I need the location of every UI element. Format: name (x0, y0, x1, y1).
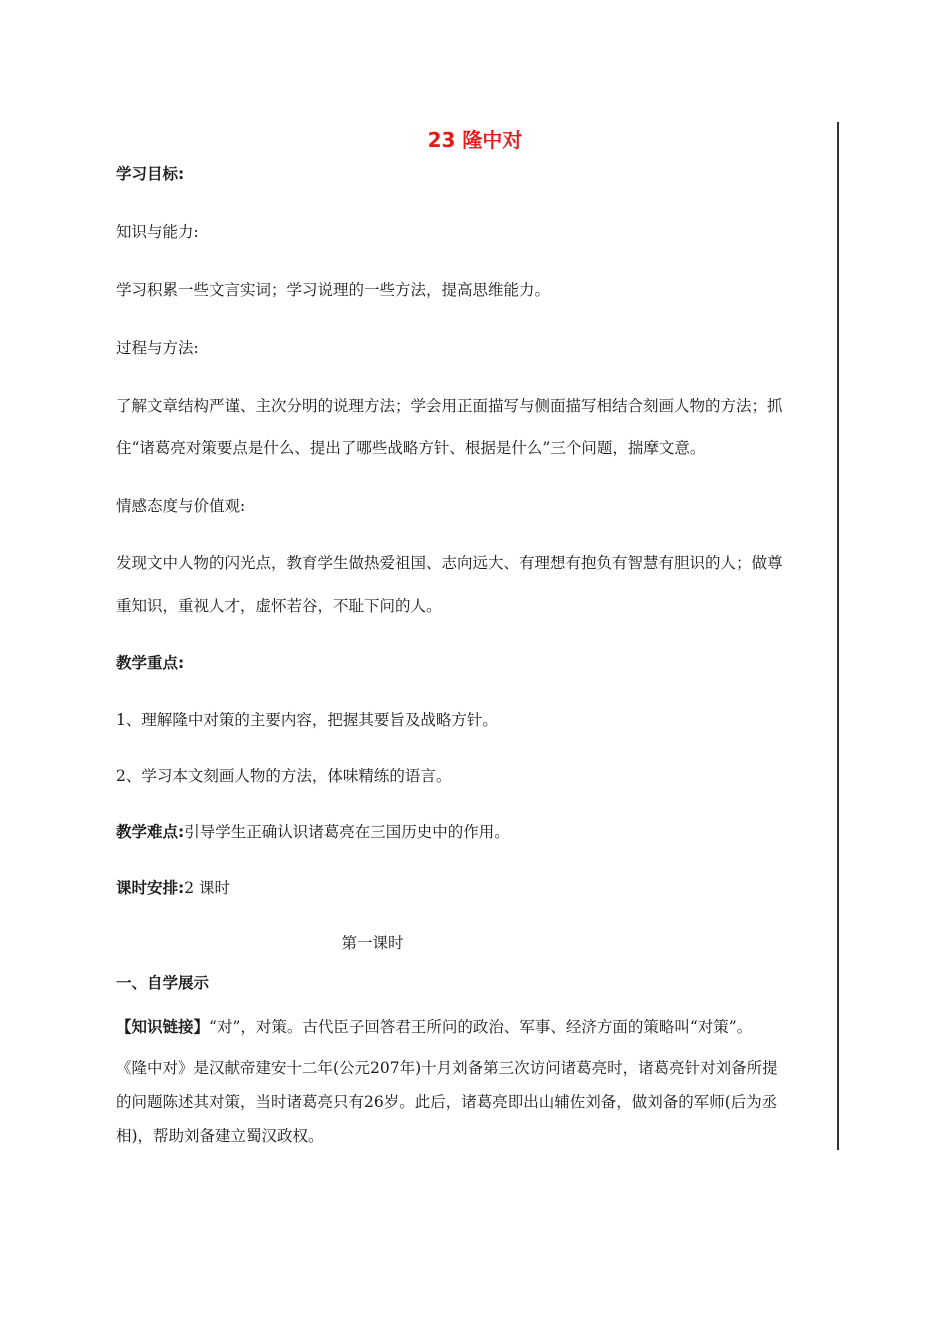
emotion-text-line-1: 发现文中人物的闪光点，教育学生做热爱祖国、志向远大、有理想有抱负有智慧有胆识的人；做尊 (116, 554, 783, 572)
emotion-text-line-2: 重知识，重视人才，虚怀若谷，不耻下问的人。 (116, 597, 442, 615)
difficulty-text: 引导学生正确认识诸葛亮在三国历史中的作用。 (184, 823, 510, 841)
key-point-2: 2、学习本文刻画人物的方法，体味精练的语言。 (116, 767, 452, 785)
difficulty-line (116, 822, 836, 842)
knowledge-text: 学习积累一些文言实词；学习说理的一些方法，提高思维能力。 (116, 281, 551, 299)
link-label: 【知识链接】 (116, 1018, 210, 1036)
lesson-heading: 第一课时 (341, 934, 404, 952)
link-text-line-1 (116, 1017, 836, 1037)
link-text-1: “对”，对策。古代臣子回答君王所问的政治、军事、经济方面的策略叫“对策”。 (209, 1018, 753, 1036)
key-points-heading: 教学重点: (116, 654, 185, 672)
objectives-heading: 学习目标: (116, 165, 185, 183)
link-text-line-2: 《隆中对》是汉献帝建安十二年(公元207年)十月刘备第三次访问诸葛亮时，诸葛亮针对刘备所提 (116, 1059, 778, 1077)
difficulty-label: 教学难点: (116, 823, 185, 841)
schedule-label: 课时安排: (116, 879, 185, 897)
process-text-line-1: 了解文章结构严谨、主次分明的说理方法；学会用正面描写与侧面描写相结合刻画人物的方法；抓 (116, 397, 783, 415)
page-title: 23 隆中对 (427, 128, 523, 152)
process-text-line-2: 住“诸葛亮对策要点是什么、提出了哪些战略方针、根据是什么”三个问题，揣摩文意。 (116, 439, 706, 457)
process-heading: 过程与方法: (116, 339, 199, 357)
knowledge-heading: 知识与能力: (116, 223, 199, 241)
section-heading: 一、自学展示 (116, 974, 210, 992)
emotion-heading: 情感态度与价值观: (116, 497, 246, 515)
link-text-line-3: 的问题陈述其对策，当时诸葛亮只有26岁。此后，诸葛亮即出山辅佐刘备，做刘备的军师(后为丞 (116, 1093, 778, 1111)
schedule-text: 2 课时 (184, 879, 230, 897)
link-text-line-4: 相)，帮助刘备建立蜀汉政权。 (116, 1127, 324, 1145)
schedule-line (116, 878, 836, 898)
margin-line (837, 122, 839, 1150)
key-point-1: 1、理解隆中对策的主要内容，把握其要旨及战略方针。 (116, 711, 498, 729)
